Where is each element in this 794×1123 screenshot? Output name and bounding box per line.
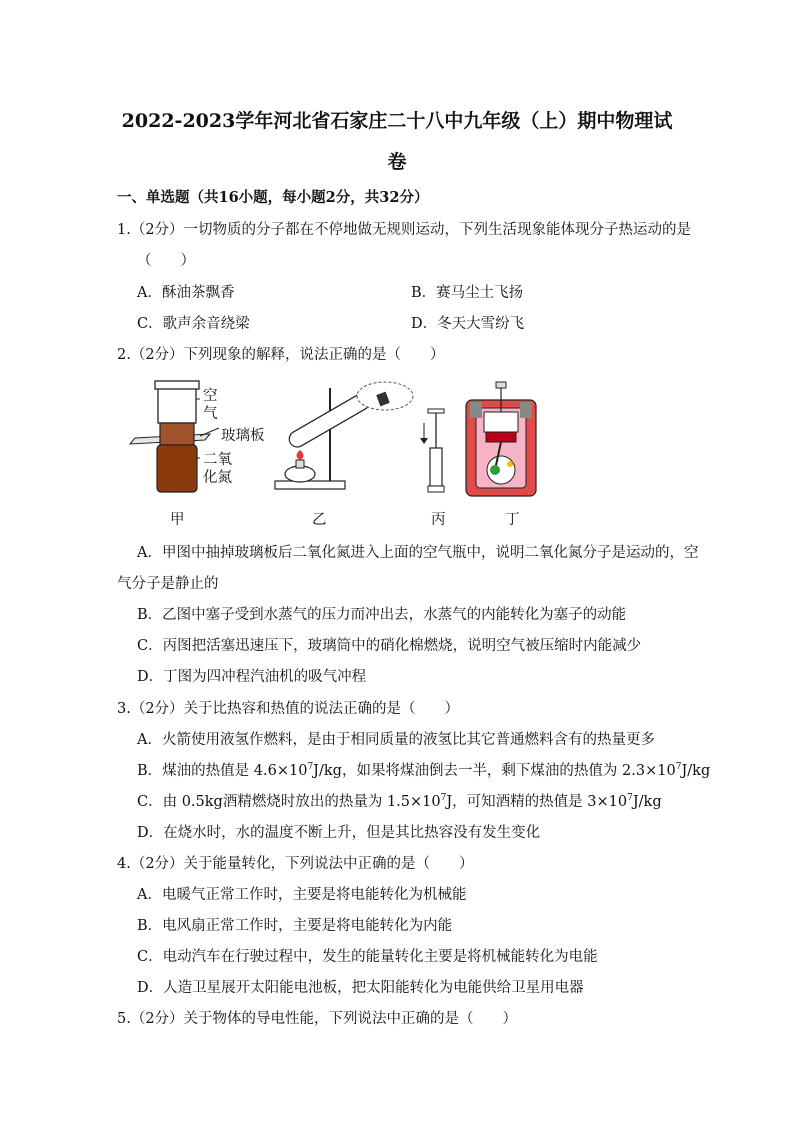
q3-option-b: B．煤油的热值是 $4.6\times 10^7J/kg$，如果将煤油倒去一半，剩下煤油的热值为 $2.3\times 10^7J/kg$ bbox=[137, 762, 711, 779]
q4-option-c: C．电动汽车在行驶过程中，发生的能量转化主要是将机械能转化为电能 bbox=[137, 949, 598, 965]
doc-title-line1: 2022-2023学年河北省石家庄二十八中九年级（上）期中物理试 bbox=[121, 110, 673, 132]
q2-option-a-line1: A．甲图中抽掉玻璃板后二氧化氮进入上面的空气瓶中，说明二氧化氮分子是运动的，空 bbox=[137, 545, 699, 561]
q3-option-a: A．火箭使用液氢作燃料，是由于相同质量的液氢比其它普通燃料含有的热量更多 bbox=[137, 732, 655, 748]
label-no2-1: 二氧 bbox=[203, 452, 232, 468]
q4-stem: 4.（2分）关于能量转化，下列说法中正确的是（ ） bbox=[117, 856, 474, 872]
q2-option-a-line2: 气分子是静止的 bbox=[117, 576, 219, 592]
q1-option-b: B．赛马尘土飞扬 bbox=[411, 285, 524, 301]
q1-stem-paren: （ ） bbox=[137, 253, 195, 269]
q4-option-b: B．电风扇正常工作时，主要是将电能转化为内能 bbox=[137, 918, 453, 934]
q1-option-d: D．冬天大雪纷飞 bbox=[411, 316, 525, 332]
label-ding: 丁 bbox=[505, 512, 520, 528]
label-jia: 甲 bbox=[170, 512, 185, 528]
steam-test-tube bbox=[275, 382, 413, 489]
q5-stem: 5.（2分）关于物体的导电性能，下列说法中正确的是（ ） bbox=[117, 1011, 518, 1027]
label-glass-plate: 玻璃板 bbox=[221, 428, 265, 444]
doc-title-line2: 卷 bbox=[387, 151, 407, 173]
engine-diagram bbox=[466, 382, 536, 496]
q2-option-d: D．丁图为四冲程汽油机的吸气冲程 bbox=[137, 669, 367, 685]
q4-option-d: D．人造卫星展开太阳能电池板，把太阳能转化为电能供给卫星用电器 bbox=[137, 980, 584, 996]
compression-cylinder bbox=[420, 409, 444, 492]
q1-option-c: C．歌声余音绕梁 bbox=[137, 316, 250, 332]
label-yi: 乙 bbox=[312, 512, 327, 528]
q2-option-b: B．乙图中塞子受到水蒸气的压力而冲出去，水蒸气的内能转化为塞子的动能 bbox=[137, 607, 627, 623]
q2-figure-svg bbox=[0, 378, 794, 538]
section-heading: 一、单选题（共16小题，每小题2分，共32分） bbox=[117, 189, 429, 206]
q3-option-c: C．由 0.5kg酒精燃烧时放出的热量为 $1.5\times 10^7J$，可知酒精的热值是 $3\times 10^7J/kg$ bbox=[137, 793, 662, 810]
q1-stem: 1.（2分）一切物质的分子都在不停地做无规则运动，下列生活现象能体现分子热运动的是 bbox=[117, 222, 692, 238]
label-no2-2: 化氮 bbox=[203, 470, 232, 486]
label-air-1: 空 bbox=[203, 388, 218, 404]
q3-stem: 3.（2分）关于比热容和热值的说法正确的是（ ） bbox=[117, 701, 460, 717]
q2-stem: 2.（2分）下列现象的解释，说法正确的是（ ） bbox=[117, 347, 445, 363]
q3-option-d: D．在烧水时，水的温度不断上升，但是其比热容没有发生变化 bbox=[137, 825, 541, 841]
q4-option-a: A．电暖气正常工作时，主要是将电能转化为机械能 bbox=[137, 887, 467, 903]
label-bing: 丙 bbox=[431, 512, 446, 528]
q2-option-c: C．丙图把活塞迅速压下，玻璃筒中的硝化棉燃烧，说明空气被压缩时内能减少 bbox=[137, 638, 642, 654]
label-air-2: 气 bbox=[203, 406, 218, 422]
q1-option-a: A．酥油茶飘香 bbox=[137, 285, 235, 301]
